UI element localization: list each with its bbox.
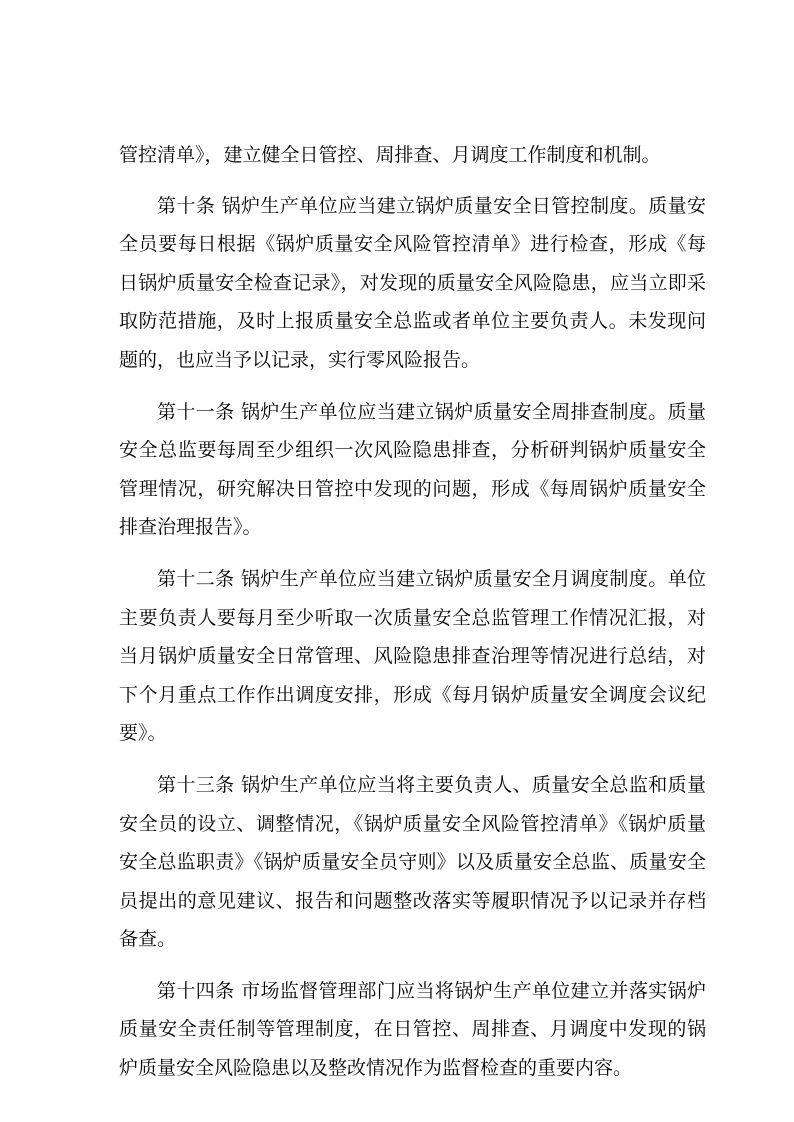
paragraph-article-13: 第十三条 锅炉生产单位应当将主要负责人、质量安全总监和质量安全员的设立、调整情况，《锅炉质量安全风险管控清单》《锅炉质量安全总监职责》《锅炉质量安全员守则》以及质量安全总监、质量安全员提出的意见建议、报告和问题整改落实等履职情况予以记录并存档备查。 [119,773,706,951]
paragraph-article-12: 第十二条 锅炉生产单位应当建立锅炉质量安全月调度制度。单位主要负责人要每月至少听取一次质量安全总监管理工作情况汇报，对当月锅炉质量安全日常管理、风险隐患排查治理等情况进行总结，对下个月重点工作作出调度安排，形成《每月锅炉质量安全调度会议纪要》。 [119,567,706,745]
document-body [119,136,706,1088]
paragraph-continuation: 管控清单》，建立健全日管控、周排查、月调度工作制度和机制。 [119,144,661,166]
paragraph-article-14: 第十四条 市场监督管理部门应当将锅炉生产单位建立并落实锅炉质量安全责任制等管理制度，在日管控、周排查、月调度中发现的锅炉质量安全风险隐患以及整改情况作为监督检查的重要内容。 [119,979,706,1080]
paragraph-article-10: 第十条 锅炉生产单位应当建立锅炉质量安全日管控制度。质量安全员要每日根据《锅炉质量安全风险管控清单》进行检查，形成《每日锅炉质量安全检查记录》，对发现的质量安全风险隐患，应当立即采取防范措施，及时上报质量安全总监或者单位主要负责人。未发现问题的，也应当予以记录，实行零风险报告。 [119,194,706,371]
paragraph-article-11: 第十一条 锅炉生产单位应当建立锅炉质量安全周排查制度。质量安全总监要每周至少组织一次风险隐患排查，分析研判锅炉质量安全管理情况，研究解决日管控中发现的问题，形成《每周锅炉质量安全排查治理报告》。 [119,400,706,539]
